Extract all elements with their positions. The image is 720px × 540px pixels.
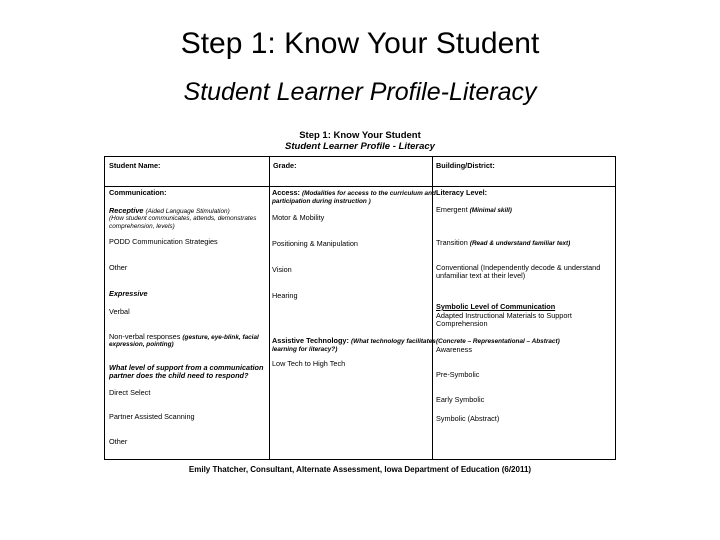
support-question: partner does the child need to respond? — [109, 371, 249, 380]
assistive-technology-label: Assistive Technology: — [272, 336, 349, 345]
other-expressive: Other — [109, 437, 128, 446]
access-label: Access: — [272, 188, 300, 197]
transition-label: Transition — [436, 238, 468, 247]
access-note-continued: participation during instruction ) — [272, 198, 371, 205]
emergent-label: Emergent — [436, 205, 468, 214]
early-symbolic: Early Symbolic — [436, 395, 485, 404]
verbal: Verbal — [109, 307, 130, 316]
assistive-technology-note: (What technology facilitates — [350, 338, 436, 345]
communication-heading: Communication: — [109, 188, 167, 197]
access-note: (Modalities for access to the curriculum and — [302, 190, 436, 197]
other-receptive: Other — [109, 263, 128, 272]
hearing: Hearing — [272, 291, 298, 300]
receptive-description: (How student communicates, attends, demonstrates — [109, 215, 257, 222]
document-footer: Emily Thatcher, Consultant, Alternate Assessment, Iowa Department of Education (6/2011) — [188, 465, 532, 474]
vision: Vision — [272, 265, 292, 274]
literacy-level-heading: Literacy Level: — [436, 188, 488, 197]
learner-profile-form — [104, 156, 616, 460]
pre-symbolic: Pre-Symbolic — [436, 370, 480, 379]
receptive-description: comprehension, levels) — [109, 223, 175, 230]
podd-strategies: PODD Communication Strategies — [109, 237, 218, 246]
receptive-label: Receptive — [109, 206, 144, 215]
header-row-divider — [105, 186, 615, 187]
slide-subtitle: Student Learner Profile-Literacy — [183, 78, 537, 106]
transition-line — [436, 239, 570, 249]
support-question: What level of support from a communication — [109, 363, 264, 372]
symbolic-level-heading: Symbolic Level of Communication — [436, 302, 556, 311]
student-name-label: Student Name: — [109, 161, 161, 170]
assistive-technology-note-continued: learning for literacy?) — [272, 346, 338, 353]
adapted-materials: Adapted Instructional Materials to Support — [436, 311, 572, 320]
symbolic-abstract: Symbolic (Abstract) — [436, 414, 500, 423]
positioning-manipulation: Positioning & Manipulation — [272, 239, 358, 248]
document-subtitle: Student Learner Profile - Literacy — [285, 141, 435, 152]
receptive-note: (Aided Language Stimulation) — [145, 208, 230, 215]
adapted-materials-continued: Comprehension — [436, 319, 488, 328]
partner-assisted-scanning: Partner Assisted Scanning — [109, 412, 195, 421]
conventional-continued: unfamiliar text at their level) — [436, 271, 526, 280]
transition-note: (Read & understand familiar text) — [469, 240, 571, 247]
low-to-high-tech: Low Tech to High Tech — [272, 359, 346, 368]
direct-select: Direct Select — [109, 388, 151, 397]
grade-label: Grade: — [273, 161, 297, 170]
awareness: Awareness — [436, 345, 472, 354]
document-title: Step 1: Know Your Student — [299, 130, 421, 141]
slide-title: Step 1: Know Your Student — [180, 27, 540, 60]
motor-mobility: Motor & Mobility — [272, 213, 325, 222]
nonverbal-note-continued: expression, pointing) — [109, 341, 174, 348]
concrete-to-abstract: (Concrete – Representational – Abstract) — [436, 338, 560, 345]
expressive-heading: Expressive — [109, 289, 148, 298]
emergent-line — [436, 206, 512, 216]
emergent-note: (Minimal skill) — [469, 207, 512, 214]
column-divider — [269, 157, 270, 459]
building-district-label: Building/District: — [436, 161, 495, 170]
nonverbal-label: Non-verbal responses — [109, 332, 181, 341]
conventional: Conventional (Independently decode & understand — [436, 263, 601, 272]
column-divider — [432, 157, 433, 459]
nonverbal-note: (gesture, eye-blink, facial — [182, 334, 259, 341]
